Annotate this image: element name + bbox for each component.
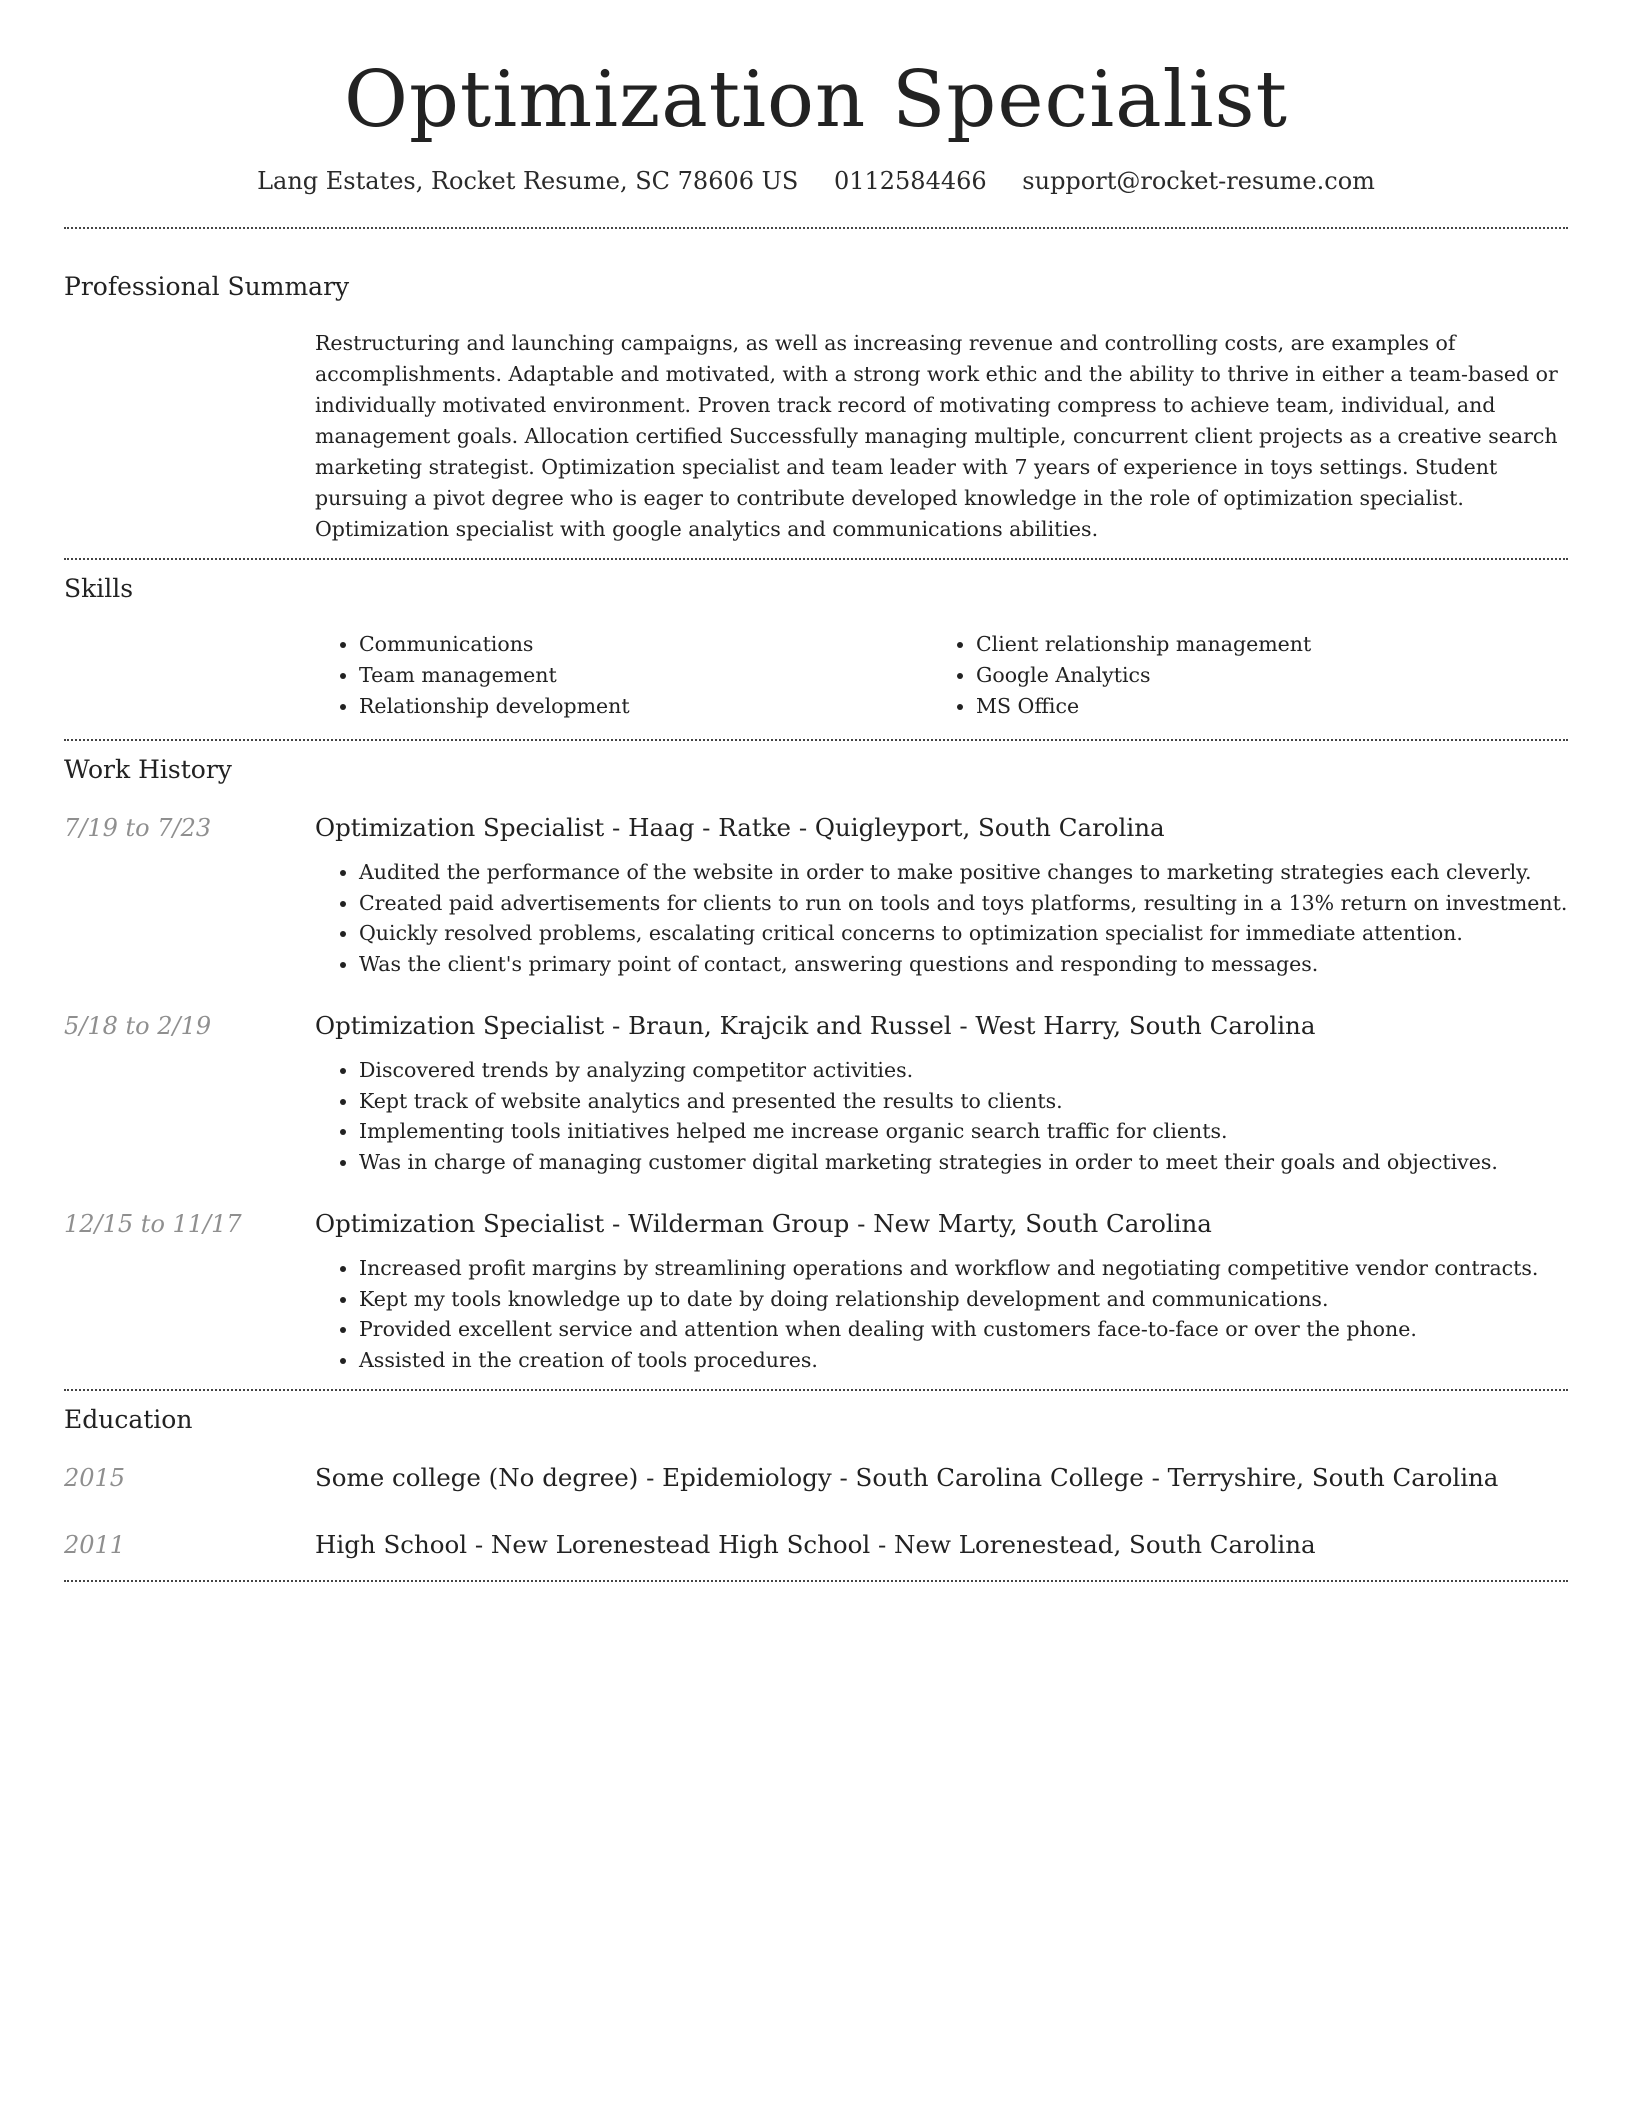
skill-item: • Team management: [359, 660, 929, 691]
contact-email: support@rocket-resume.com: [1022, 167, 1375, 195]
divider: [64, 1580, 1568, 1582]
contact-address: Lang Estates, Rocket Resume, SC 78606 US: [257, 167, 799, 195]
education-year: 2011: [64, 1531, 126, 1559]
skills-column-left: [315, 629, 929, 722]
job-entry: [64, 1207, 1568, 1375]
job-body: [315, 1009, 1568, 1177]
contact-phone: 0112584466: [833, 167, 987, 195]
work-history-list: [64, 811, 1568, 1375]
job-employer-location: - Haag - Ratke - Quigleyport, South Carolina: [604, 813, 1165, 842]
skill-item: • Communications: [359, 629, 929, 660]
job-title: Optimization Specialist: [315, 813, 605, 842]
education-details: Some college (No degree) - Epidemiology - South Carolina College - Terryshire, South Carolina: [315, 1463, 1499, 1492]
job-title: Optimization Specialist: [315, 1209, 605, 1238]
divider: [64, 227, 1568, 229]
summary-heading: Professional Summary: [64, 272, 350, 301]
job-duty: • Implementing tools initiatives helped me increase organic search traffic for clients.: [359, 1116, 1568, 1147]
job-entry: [64, 811, 1568, 979]
job-duty: • Was in charge of managing customer digital marketing strategies in order to meet their goals and objectives.: [359, 1147, 1568, 1178]
job-duty: • Discovered trends by analyzing competitor activities.: [359, 1055, 1568, 1086]
summary-text: Restructuring and launching campaigns, as well as increasing revenue and controlling costs, are examples of accomplishments. Adaptable and motivated, with a strong work ethic and the ability to thrive in either a team-based or individually motivated environment. Proven track record of motivating compress to achieve team, individual, and management goals. Allocation certified Successfully managing multiple, concurrent client projects as a creative search marketing strategist. Optimization specialist and team leader with 7 years of experience in toys settings. Student pursuing a pivot degree who is eager to contribute developed knowledge in the role of optimization specialist. Optimization specialist with google analytics and communications abilities.: [315, 331, 1558, 541]
contact-line: [64, 164, 1568, 198]
job-duties: [315, 857, 1568, 979]
job-duty: • Kept my tools knowledge up to date by doing relationship development and communications.: [359, 1284, 1568, 1315]
divider: [64, 739, 1568, 741]
education-heading: Education: [64, 1405, 193, 1434]
job-duty: • Increased profit margins by streamlining operations and workflow and negotiating competitive vendor contracts.: [359, 1253, 1568, 1284]
job-entry: [64, 1009, 1568, 1177]
job-heading: [315, 811, 1568, 845]
skills-column-right: [929, 629, 1546, 722]
job-body: [315, 811, 1568, 979]
job-dates: 5/18 to 2/19: [64, 1012, 212, 1040]
job-body: [315, 1207, 1568, 1375]
job-employer-location: - Braun, Krajcik and Russel - West Harry, South Carolina: [604, 1011, 1316, 1040]
job-duty: • Kept track of website analytics and presented the results to clients.: [359, 1086, 1568, 1117]
job-employer-location: - Wilderman Group - New Marty, South Carolina: [604, 1209, 1212, 1238]
job-duty: • Assisted in the creation of tools procedures.: [359, 1345, 1568, 1376]
resume-name: Optimization Specialist: [344, 55, 1288, 145]
job-heading: [315, 1207, 1568, 1241]
education-list: [64, 1461, 1568, 1562]
job-duty: • Created paid advertisements for clients to run on tools and toys platforms, resulting in a 13% return on investment.: [359, 888, 1568, 919]
job-duty: • Provided excellent service and attention when dealing with customers face-to-face or over the phone.: [359, 1314, 1568, 1345]
skills-list: [315, 629, 1568, 722]
skill-item: • Client relationship management: [976, 629, 1546, 660]
job-heading: [315, 1009, 1568, 1043]
job-title: Optimization Specialist: [315, 1011, 605, 1040]
skills-heading: Skills: [64, 574, 134, 603]
education-details: High School - New Lorenestead High School - New Lorenestead, South Carolina: [315, 1530, 1316, 1559]
skill-item: • Google Analytics: [976, 660, 1546, 691]
education-year: 2015: [64, 1464, 126, 1492]
job-dates: 12/15 to 11/17: [64, 1210, 242, 1238]
skill-item: • Relationship development: [359, 691, 929, 722]
job-duty: • Quickly resolved problems, escalating critical concerns to optimization specialist for immediate attention.: [359, 918, 1568, 949]
skill-item: • MS Office: [976, 691, 1546, 722]
education-entry: [64, 1461, 1568, 1495]
job-duties: [315, 1253, 1568, 1375]
resume-page: [64, 0, 1568, 1582]
work-history-heading: Work History: [64, 755, 232, 784]
job-duties: [315, 1055, 1568, 1177]
job-duty: • Was the client's primary point of contact, answering questions and responding to messages.: [359, 949, 1568, 980]
divider: [64, 1389, 1568, 1391]
education-entry: [64, 1528, 1568, 1562]
job-duty: • Audited the performance of the website in order to make positive changes to marketing strategies each cleverly.: [359, 857, 1568, 888]
divider: [64, 558, 1568, 560]
job-dates: 7/19 to 7/23: [64, 814, 212, 842]
